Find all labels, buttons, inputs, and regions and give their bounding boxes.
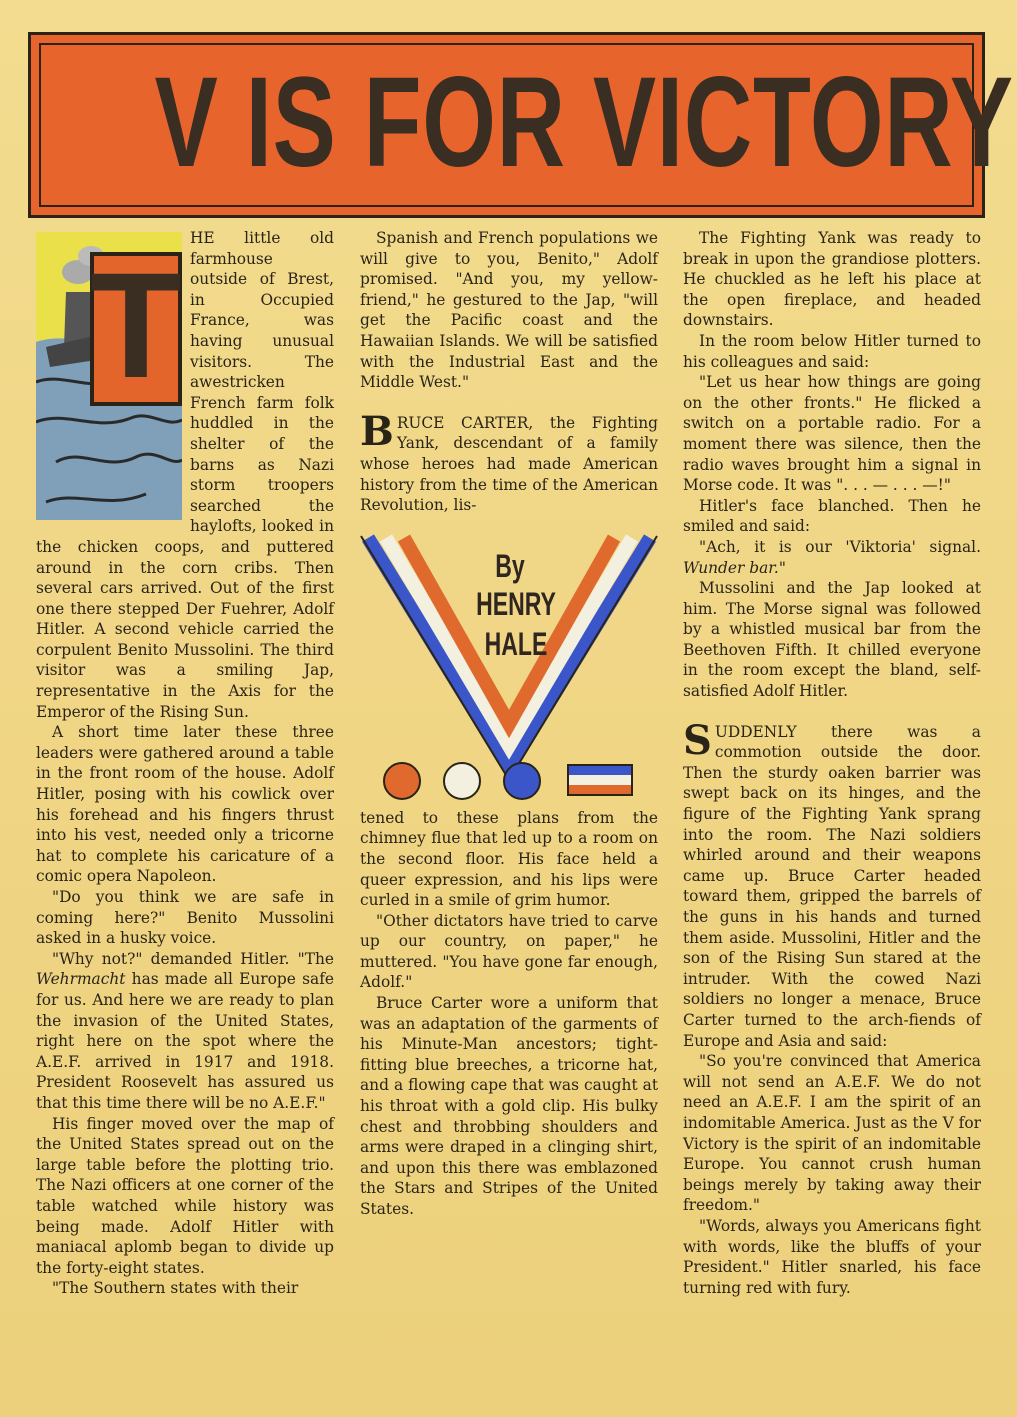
col1-paragraph-1: HE little old farmhouse outside of Brest, in Occupied France, was having unusual visitors. The awestricken French farm folk huddled in the shelter of the barns as Nazi storm troopers searched the haylofts, looked in the chicken coops, and puttered around in the corn cribs. Then several cars arrived. Out of the first one there stepped Der Fuehrer, Adolf Hitler. A second vehicle carried the corpulent Benito Mussolini. The third visitor was a smiling Jap, representative in the Axis for the Emperor of the Rising Sun.	[36, 229, 334, 721]
dropcap-illustration	[36, 232, 182, 520]
col3-paragraph-8: "So you're convinced that America will not send an A.E.F. We do not need an A.E.F. I am the spirit of an indomitable America. Just as the V for Victory is the spirit of an indomitable Europe. You cannot crush human beings merely by taking away their freedom."	[683, 1052, 981, 1215]
col1-paragraph-2: A short time later these three leaders were gathered around a table in the front room of the house. Adolf Hitler, posing with his cowlick over his forehead and his fingers thrust into his vest, needed only a tricorne hat to complete his caricature of a comic opera Napoleon.	[36, 723, 334, 886]
ship-illustration	[36, 232, 182, 520]
col3-paragraph-2: In the room below Hitler turned to his colleagues and said:	[683, 331, 981, 371]
byline-graphic	[360, 528, 658, 802]
col2-paragraph-3: tened to these plans from the chimney flue that led up to a room on the second floor. His face held a queer expression, and his lips were curled in a smile of grim humor.	[360, 808, 658, 910]
column-3	[683, 228, 981, 1298]
col2-paragraph-1: Spanish and French populations we will give to you, Benito," Adolf promised. "And you, my yellow-friend," he gestured to the Jap, "will get the Pacific coast and the Hawaiian Islands. We will be satisfied with the Industrial East and the Middle West."	[360, 229, 658, 392]
column-1	[36, 228, 334, 1299]
col1-paragraph-4: "Why not?" demanded Hitler. "The Wehrmacht has made all Europe safe for us. And here we are ready to plan the invasion of the United States, right here on the spot where the A.E.F. arrived in 1917 and 1918. President Roosevelt has assured us that this time there will be no A.E.F."	[36, 949, 334, 1112]
byline-last-name: HALE	[484, 625, 548, 662]
dropcap-b: B	[360, 407, 394, 455]
col3-paragraph-5: "Ach, it is our 'Viktoria' signal. Wunder bar."	[683, 537, 981, 577]
column-2	[360, 228, 658, 1220]
col3-paragraph-6: Mussolini and the Jap looked at him. The Morse signal was followed by a whistled musical bar from the Beethoven Fifth. It chilled everyone in the room except the bland, self-satisfied Adolf Hitler.	[683, 579, 981, 701]
dropcap-s: S	[683, 716, 712, 764]
col2-paragraph-4: "Other dictators have tried to carve up our country, on paper," he muttered. "You have gone far enough, Adolf."	[360, 911, 658, 992]
byline-first-name: HENRY	[476, 585, 556, 622]
col2-paragraph-2: BRUCE CARTER, the Fighting Yank, descendant of a family whose heroes had made American history from the time of the American Revolution, lis-	[360, 407, 658, 515]
col3-paragraph-9: "Words, always you Americans fight with words, like the bluffs of your President." Hitler snarled, his face turning red with fury.	[683, 1216, 981, 1297]
page-title: V IS FOR VICTORY	[154, 51, 1014, 194]
col3-paragraph-4: Hitler's face blanched. Then he smiled and said:	[683, 496, 981, 536]
col3-paragraph-1: The Fighting Yank was ready to break in upon the grandiose plotters. He chuckled as he left his place at the open fireplace, and headed downstairs.	[683, 229, 981, 330]
col3-paragraph-7: SUDDENLY there was a commotion outside the door. Then the sturdy oaken barrier was swept back on its hinges, and the figure of the Fighting Yank sprang into the room. The Nazi soldiers whirled around and their weapons came up. Bruce Carter headed toward them, gripped the barrels of the guns in his hands and turned them aside. Mussolini, Hitler and the son of the Rising Sun stared at the intruder. With the cowed Nazi soldiers no longer a menace, Bruce Carter turned to the arch-fiends of Europe and Asia and said:	[683, 716, 981, 1050]
col3-paragraph-3: "Let us hear how things are going on the other fronts." He flicked a switch on a portable radio. For a moment there was silence, then the radio waves brought him a signal in Morse code. It was ". . . — . . . —!"	[683, 373, 981, 495]
col1-paragraph-5: His finger moved over the map of the United States spread out on the large table before the plotting trio. The Nazi officers at one corner of the table watched while history was being made. Adolf Hitler with maniacal aplomb began to divide up the forty-eight states.	[36, 1114, 334, 1277]
dropcap-letter: T	[90, 241, 182, 409]
byline-by: By	[495, 547, 525, 584]
col1-paragraph-3: "Do you think we are safe in coming here?" Benito Mussolini asked in a husky voice.	[36, 888, 334, 948]
col1-paragraph-6: "The Southern states with their	[52, 1279, 299, 1298]
title-banner	[28, 32, 1014, 218]
col2-paragraph-5: Bruce Carter wore a uniform that was an adaptation of the garments of his Minute-Man ancestors; tight-fitting blue breeches, a tricorne hat, and a flowing cape that was caught at his throat with a gold clip. His bulky chest and throbbing shoulders and arms were draped in a clinging shirt, and upon this there was emblazoned the Stars and Stripes of the United States.	[360, 994, 658, 1218]
